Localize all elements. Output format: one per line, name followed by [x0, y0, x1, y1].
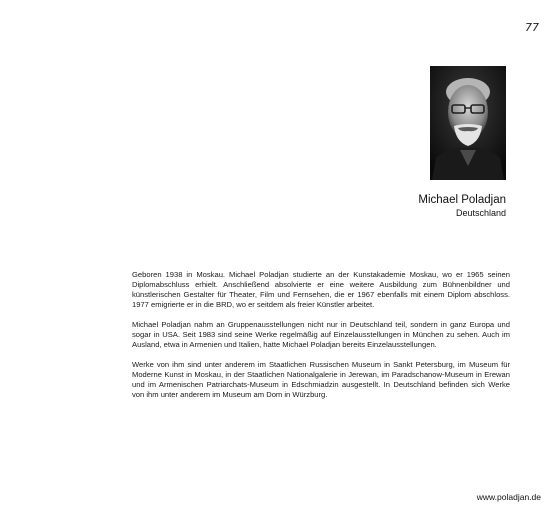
artist-country: Deutschland [455, 208, 506, 218]
biography-text [132, 270, 510, 410]
artist-portrait-photo [430, 66, 506, 180]
website-link[interactable]: www.poladjan.de [476, 492, 541, 502]
artist-name: Michael Poladjan [418, 194, 506, 206]
bio-paragraph: Michael Poladjan nahm an Gruppenausstellungen nicht nur in Deutschland teil, sondern in ganz Europa und sogar in USA. Seit 1983 sind seine Werke regelmäßig auf Einzelausstellungen in München zu sehen. Auch im Ausland, etwa in Armenien und Italien, hatte Michael Poladjan bereits Einzelausstellungen. [132, 320, 510, 349]
page-number: 77 [525, 21, 539, 34]
bio-paragraph: Geboren 1938 in Moskau. Michael Poladjan studierte an der Kunstakademie Moskau, wo er 1965 seinen Diplomabschluss erhielt. Anschließend absolvierte er eine weitere Ausbildung zum Bühnenbildner und künstlerischen Gestalter für Theater, Film und Fernsehen, die er 1967 ebenfalls mit einem Diplom abschloss. 1977 emigrierte er in die BRD, wo er seitdem als freier Künstler arbeitet. [132, 270, 510, 309]
bio-paragraph: Werke von ihm sind unter anderem im Staatlichen Russischen Museum in Sankt Petersburg, im Museum für Moderne Kunst in Moskau, in der Staatlichen Nationalgalerie in Jerewan, im Paradschanow-Museum in Erewan und im Armenischen Patriarchats-Museum in Edschmiadzin ausgestellt. In Deutschland befinden sich Werke von ihm unter anderem im Museum am Dom in Würzburg. [132, 360, 510, 399]
